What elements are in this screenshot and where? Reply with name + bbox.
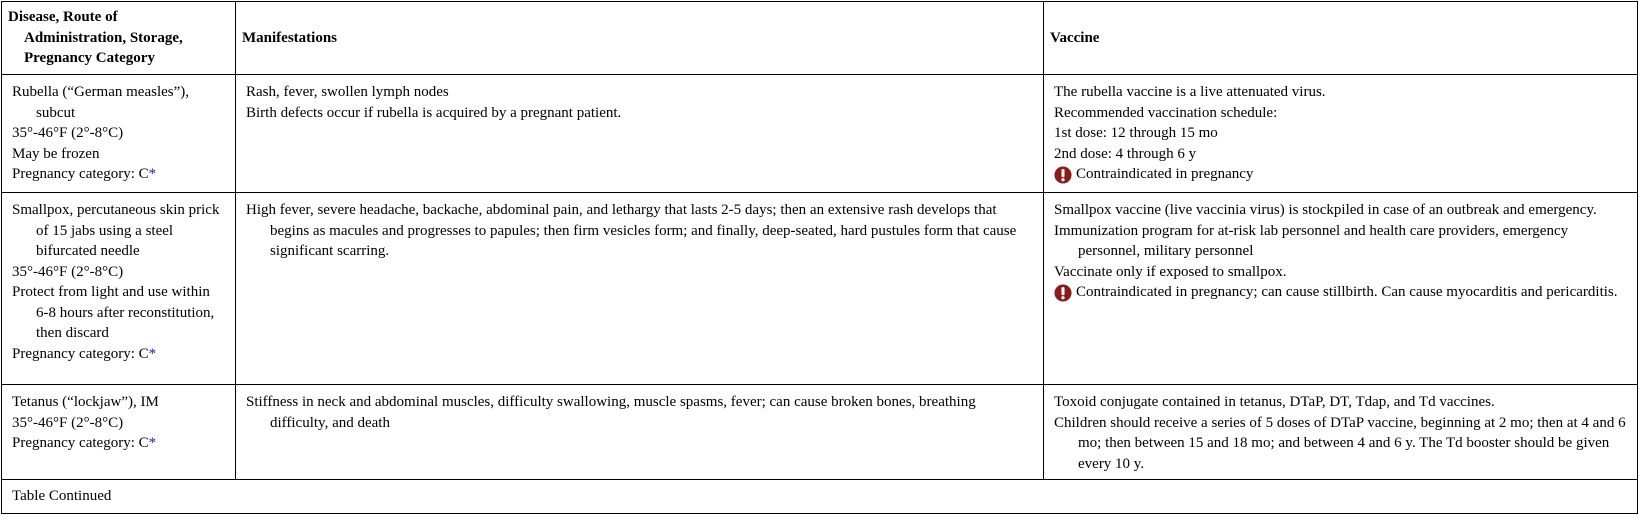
disease-line: Smallpox, percutaneous skin prick of 15 jabs using a steel bifurcated needle xyxy=(12,202,220,259)
vaccine-line: Children should receive a series of 5 doses of DTaP vaccine, beginning at 2 mo; then at 4 and 6 mo; then between 15 and 18 mo; and between 4 and 6 y. The Td booster should be given every 10 y. xyxy=(1054,414,1626,472)
asterisk-link[interactable]: * xyxy=(148,435,157,451)
asterisk-link[interactable]: * xyxy=(148,345,157,362)
vaccine-line: Smallpox vaccine (live vaccinia virus) is stockpiled in case of an outbreak and emergency. xyxy=(1054,202,1597,218)
disease-line: 35°-46°F (2°-8°C) xyxy=(12,414,124,431)
warning-text: Contraindicated in pregnancy; can cause stillbirth. Can cause myocarditis and pericarditis. xyxy=(1076,284,1618,300)
vaccine-cell xyxy=(1044,385,1638,480)
warning-text: Contraindicated in pregnancy xyxy=(1076,166,1254,182)
pregnancy-category xyxy=(12,344,225,365)
table-row xyxy=(2,385,1638,480)
disease-line: Tetanus (“lockjaw”), IM xyxy=(12,394,159,410)
header-disease-line: Administration, Storage, xyxy=(24,29,183,46)
manifestation-line: High fever, severe headache, backache, abdominal pain, and lethargy that lasts 2-5 days; then an extensive rash develops that begins as macules and progresses to papules; then firm vesicles form; and finally, deep-seated, hard pustules form that cause significant scarring. xyxy=(246,202,1017,259)
exclamation-circle-icon xyxy=(1054,166,1072,184)
table-row xyxy=(2,75,1638,193)
vaccine-line: Vaccinate only if exposed to smallpox. xyxy=(1054,263,1287,280)
pregnancy-category xyxy=(12,433,225,454)
header-disease-line: Disease, Route of xyxy=(8,9,118,26)
warning-note xyxy=(1054,282,1627,306)
disease-line: Protect from light and use within 6-8 hours after reconstitution, then discard xyxy=(12,284,215,341)
pregnancy-label: Pregnancy category: C xyxy=(12,435,149,451)
asterisk-link[interactable]: * xyxy=(148,166,157,182)
header-manifestations: Manifestations xyxy=(236,2,1044,75)
disease-cell xyxy=(2,193,236,385)
header-vaccine: Vaccine xyxy=(1044,2,1638,75)
table-footer-row xyxy=(2,480,1638,514)
disease-line: May be frozen xyxy=(12,145,100,162)
manifestations-cell xyxy=(236,75,1044,193)
disease-cell xyxy=(2,385,236,480)
vaccine-line: 1st dose: 12 through 15 mo xyxy=(1054,125,1218,141)
vaccine-line: 2nd dose: 4 through 6 y xyxy=(1054,145,1197,162)
vaccine-cell xyxy=(1044,193,1638,385)
disease-line: 35°-46°F (2°-8°C) xyxy=(12,125,124,141)
manifestations-cell xyxy=(236,193,1044,385)
vaccine-line: Toxoid conjugate contained in tetanus, DTaP, DT, Tdap, and Td vaccines. xyxy=(1054,394,1495,410)
table-continued-label: Table Continued xyxy=(2,480,1638,514)
disease-line: 35°-46°F (2°-8°C) xyxy=(12,263,124,280)
pregnancy-label: Pregnancy category: C xyxy=(12,166,149,182)
disease-cell xyxy=(2,75,236,193)
pregnancy-label: Pregnancy category: C xyxy=(12,345,149,362)
manifestation-line: Stiffness in neck and abdominal muscles, difficulty swallowing, muscle spasms, fever; can cause broken bones, breathing difficulty, and death xyxy=(246,394,976,431)
vaccine-line: Immunization program for at-risk lab personnel and health care providers, emergency personnel, military personnel xyxy=(1054,222,1569,259)
header-disease-line: Pregnancy Category xyxy=(24,50,155,67)
table-header-row xyxy=(2,2,1638,75)
header-disease xyxy=(2,2,236,75)
vaccine-table xyxy=(1,1,1638,514)
vaccine-line: The rubella vaccine is a live attenuated virus. xyxy=(1054,84,1326,100)
vaccine-line: Recommended vaccination schedule: xyxy=(1054,104,1278,121)
exclamation-circle-icon xyxy=(1054,284,1072,302)
manifestations-cell xyxy=(236,385,1044,480)
manifestation-line: Rash, fever, swollen lymph nodes xyxy=(246,84,449,100)
warning-note xyxy=(1054,164,1627,185)
manifestation-line: Birth defects occur if rubella is acquired by a pregnant patient. xyxy=(246,104,622,121)
table-row xyxy=(2,193,1638,385)
pregnancy-category xyxy=(12,164,225,185)
disease-line: Rubella (“German measles”), subcut xyxy=(12,84,190,121)
vaccine-cell xyxy=(1044,75,1638,193)
